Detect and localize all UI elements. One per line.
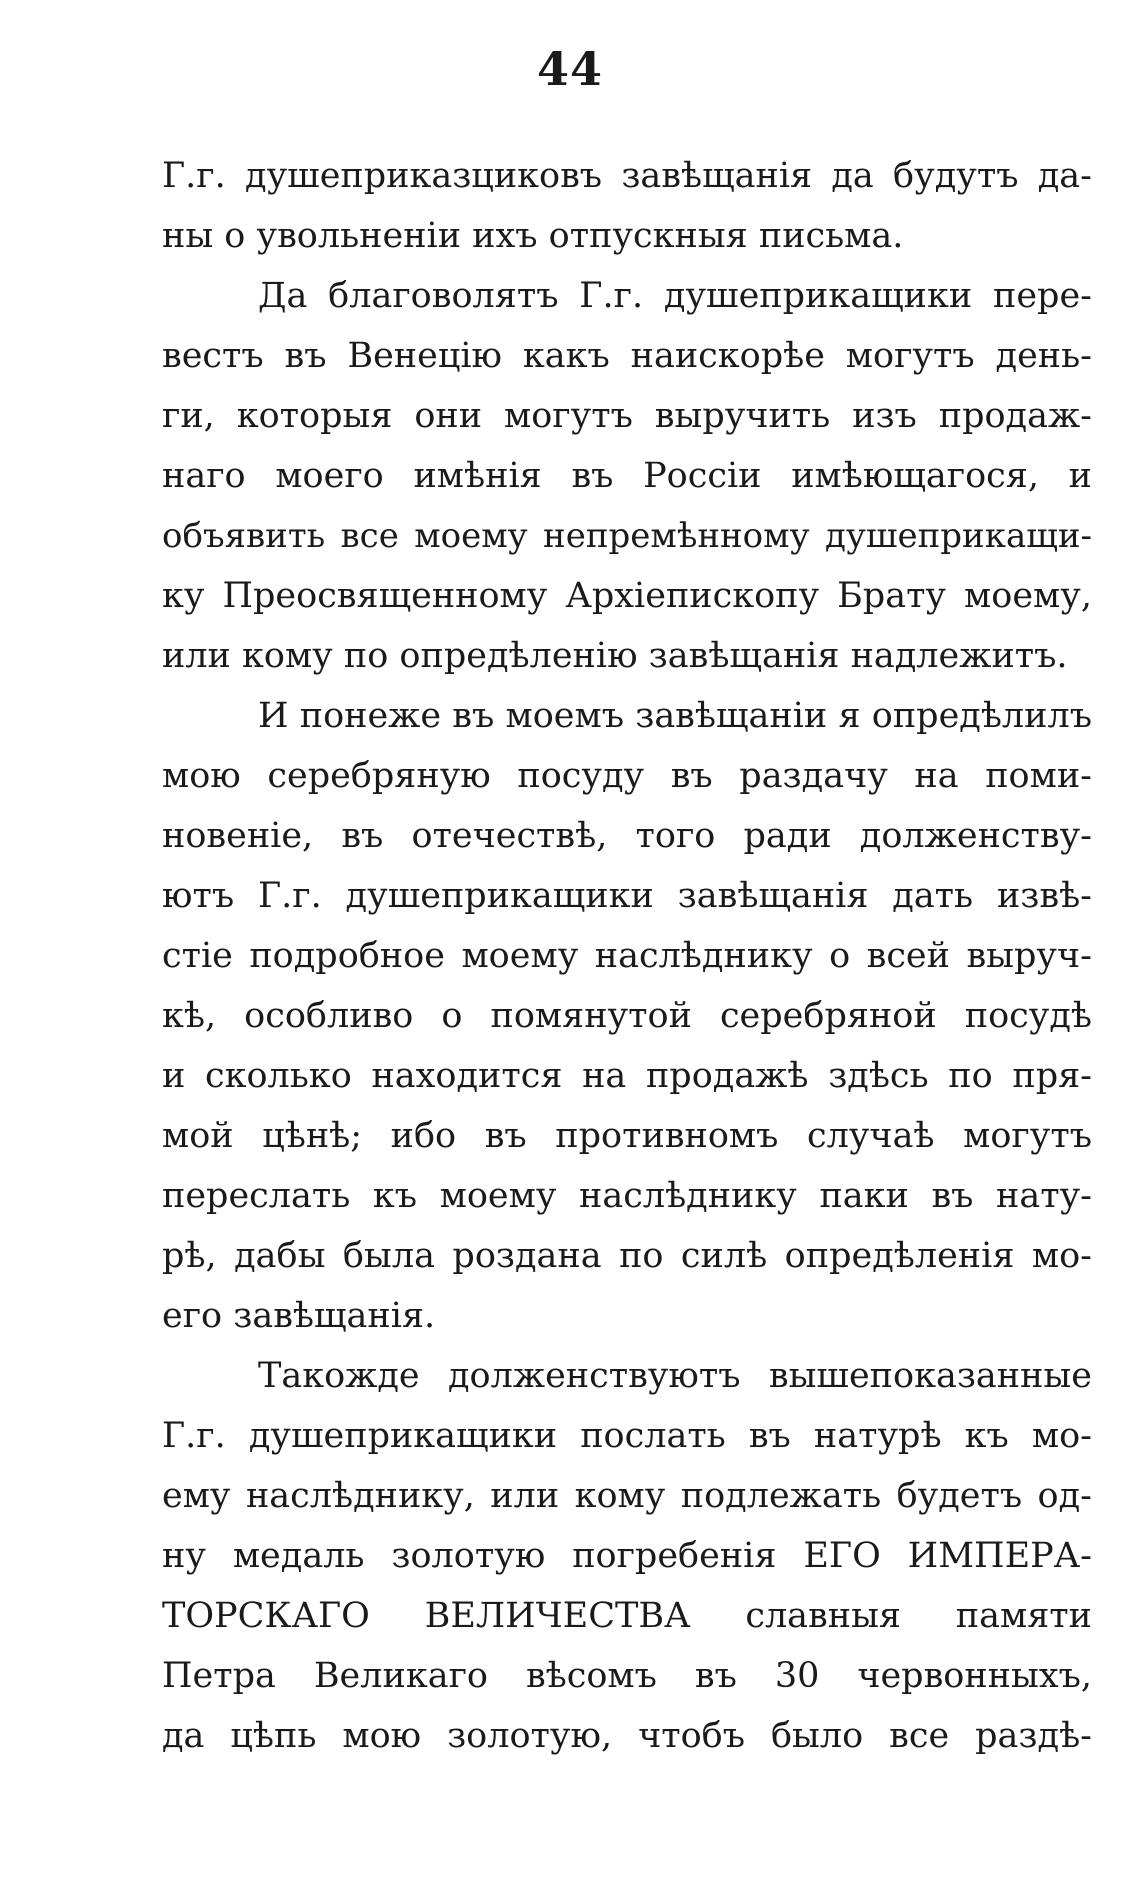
text-line: его завѣщанія. (162, 1296, 436, 1336)
text-line: ги, которыя они могутъ выручить изъ продаж- (162, 396, 1092, 436)
text-line: или кому по опредѣленію завѣщанія надлежитъ. (162, 636, 1068, 676)
text-line: переслать къ моему наслѣднику паки въ нату- (162, 1176, 1092, 1216)
text-line: рѣ, дабы была роздана по силѣ опредѣленія мо- (162, 1236, 1092, 1276)
text-line: Г.г. душеприкащики послать въ натурѣ къ мо- (162, 1416, 1092, 1456)
text-line: Петра Великаго вѣсомъ въ 30 червонныхъ, (162, 1656, 1092, 1696)
text-line: Г.г. душеприказциковъ завѣщанія да будутъ да- (162, 156, 1092, 196)
text-line: И понеже въ моемъ завѣщаніи я опредѣлилъ (258, 696, 1092, 736)
text-line: мою серебряную посуду въ раздачу на поми- (162, 756, 1092, 796)
text-line: наго моего имѣнія въ Россіи имѣющагося, и (162, 456, 1092, 496)
text-line: вестъ въ Венецію какъ наискорѣе могутъ день- (162, 336, 1092, 376)
text-line: стіе подробное моему наслѣднику о всей выруч- (162, 936, 1092, 976)
body-text (162, 146, 1092, 1766)
text-line: ему наслѣднику, или кому подлежать будетъ од- (162, 1476, 1092, 1516)
text-line: да цѣпь мою золотую, чтобъ было все раздѣ- (162, 1716, 1092, 1756)
text-line: ны о увольненіи ихъ отпускныя письма. (162, 216, 904, 256)
text-line: ютъ Г.г. душеприкащики завѣщанія дать извѣ- (162, 876, 1092, 916)
text-line: мой цѣнѣ; ибо въ противномъ случаѣ могутъ (162, 1116, 1092, 1156)
text-line: новеніе, въ отечествѣ, того ради долженству- (162, 816, 1092, 856)
text-line: Да благоволятъ Г.г. душеприкащики пере- (258, 276, 1092, 316)
text-line: ТОРСКАГО ВЕЛИЧЕСТВА славныя памяти (162, 1596, 1092, 1636)
text-line: ку Преосвященному Архіепископу Брату моему, (162, 576, 1092, 616)
text-line: ну медаль золотую погребенія ЕГО ИМПЕРА- (162, 1536, 1092, 1576)
text-line: Такожде долженствуютъ вышепоказанные (258, 1356, 1092, 1396)
text-line: кѣ, особливо о помянутой серебряной посудѣ (162, 996, 1092, 1036)
page-number: 44 (536, 42, 603, 96)
text-line: и сколько находится на продажѣ здѣсь по пря- (162, 1056, 1092, 1096)
text-line: объявить все моему непремѣнному душеприкащи- (162, 516, 1092, 556)
